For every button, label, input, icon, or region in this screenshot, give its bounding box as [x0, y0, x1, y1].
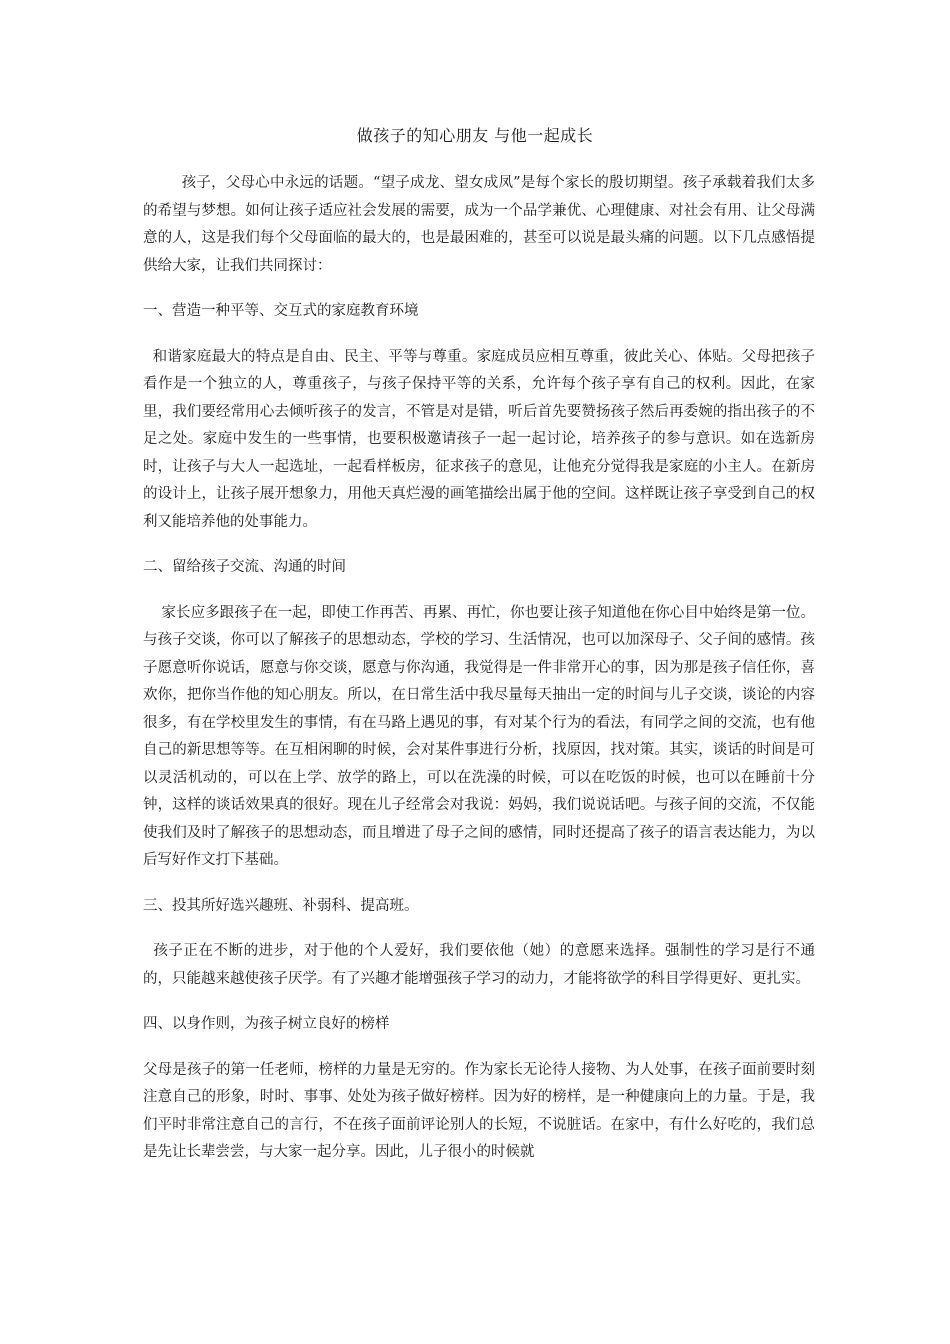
document-title: 做孩子的知心朋友 与他一起成长 [356, 126, 594, 145]
section-heading-1: 一、营造一种平等、交互式的家庭教育环境 [143, 303, 419, 319]
document-body [143, 170, 815, 1185]
section-paragraph-3: 孩子正在不断的进步，对于他的个人爱好，我们要依他（她）的意愿来选择。强制性的学习是行不通的，只能越来越使孩子厌学。有了兴趣才能增强孩子学习的动力，才能将欲学的科目学得更好、更扎实。 [143, 943, 816, 987]
intro-paragraph: 孩子，父母心中永远的话题。“望子成龙、望女成凤”是每个家长的殷切期望。孩子承载着我们太多的希望与梦想。如何让孩子适应社会发展的需要，成为一个品学兼优、心理健康、对社会有用、让父母满意的人，这是我们每个父母面临的最大的，也是最困难的，甚至可以说是最头痛的问题。以下几点感悟提供给大家，让我们共同探讨： [143, 175, 816, 274]
section-heading-4: 四、以身作则，为孩子树立良好的榜样 [143, 1016, 390, 1032]
section-paragraph-1: 和谐家庭最大的特点是自由、民主、平等与尊重。家庭成员应相互尊重，彼此关心、体贴。父母把孩子看作是一个独立的人，尊重孩子，与孩子保持平等的关系，允许每个孩子享有自己的权利。因此，在家里，我们要经常用心去倾听孩子的发言，不管是对是错，听后首先要赞扬孩子然后再委婉的指出孩子的不足之处。家庭中发生的一些事情，也要积极邀请孩子一起一起讨论，培养孩子的参与意识。如在选新房时，让孩子与大人一起选址，一起看样板房，征求孩子的意见，让他充分觉得我是家庭的小主人。在新房的设计上，让孩子展开想象力，用他天真烂漫的画笔描绘出属于他的空间。这样既让孩子享受到自己的权利又能培养他的处事能力。 [143, 348, 816, 530]
section-paragraph-2: 家长应多跟孩子在一起，即使工作再苦、再累、再忙，你也要让孩子知道他在你心目中始终是第一位。与孩子交谈，你可以了解孩子的思想动态，学校的学习、生活情况，也可以加深母子、父子间的感情。孩子愿意听你说话，愿意与你交谈，愿意与你沟通，我觉得是一件非常开心的事，因为那是孩子信任你，喜欢你，把你当作他的知心朋友。所以，在日常生活中我尽量每天抽出一定的时间与儿子交谈，谈论的内容很多，有在学校里发生的事情，有在马路上遇见的事，有对某个行为的看法，有同学之间的交流，也有他自己的新思想等等。在互相闲聊的时候，会对某件事进行分析，找原因，找对策。其实，谈话的时间是可以灵活机动的，可以在上学、放学的路上，可以在洗澡的时候，可以在吃饭的时候，也可以在睡前十分钟，这样的谈话效果真的很好。现在儿子经常会对我说：妈妈，我们说说话吧。与孩子间的交流，不仅能使我们及时了解孩子的思想动态，而且增进了母子之间的感情，同时还提高了孩子的语言表达能力，为以后写好作文打下基础。 [143, 604, 816, 868]
section-heading-3: 三、投其所好选兴趣班、补弱科、提高班。 [143, 897, 419, 914]
section-paragraph-4: 父母是孩子的第一任老师，榜样的力量是无穷的。作为家长无论待人接物、为人处事，在孩子面前要时刻注意自己的形象，时时、事事、处处为孩子做好榜样。因为好的榜样，是一种健康向上的力量。于是，我们平时非常注意自己的言行，不在孩子面前评论别人的长短，不说脏话。在家中，有什么好吃的，我们总是先让长辈尝尝，与大家一起分享。因此，儿子很小的时候就 [143, 1061, 815, 1160]
section-heading-2: 二、留给孩子交流、沟通的时间 [143, 559, 346, 575]
